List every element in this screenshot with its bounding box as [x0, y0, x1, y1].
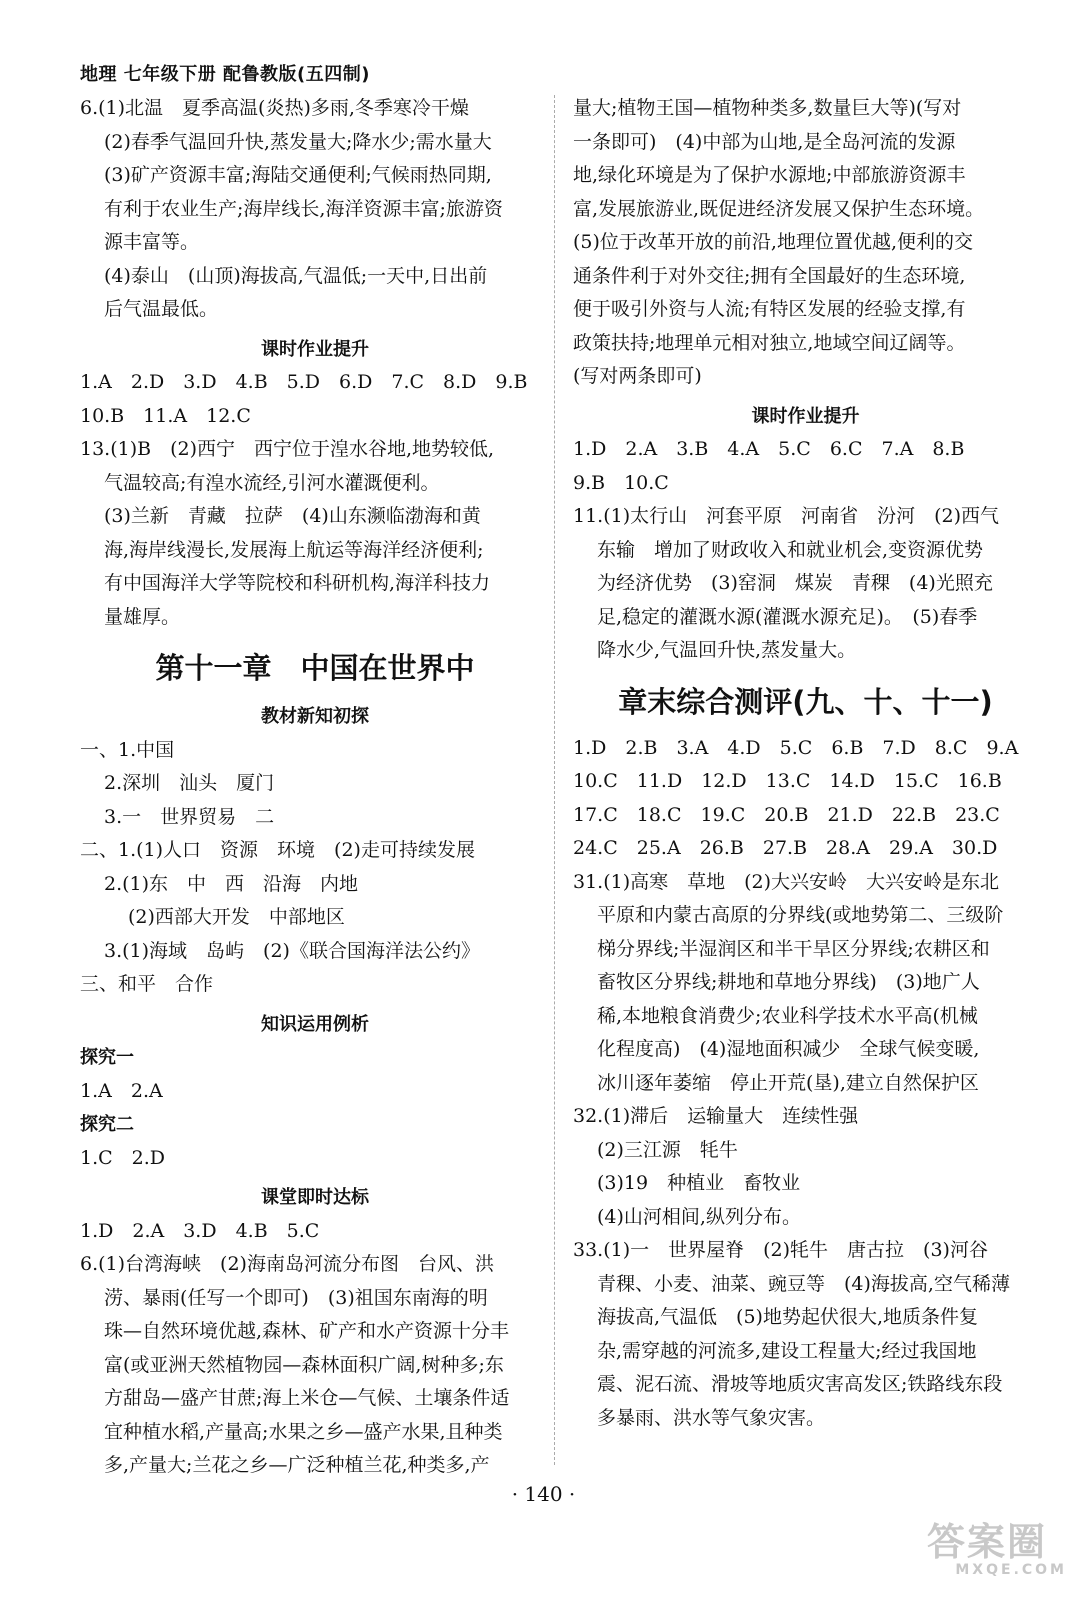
answer-line: 1.D 2.A 3.B 4.A 5.C 6.C 7.A 8.B: [573, 438, 965, 460]
right-column: [573, 92, 1038, 1435]
answer-line: 降水少,气温回升快,蒸发量大。: [597, 639, 857, 661]
page-number: · 140 ·: [511, 1482, 576, 1506]
answer-line: 3.一 世界贸易 二: [104, 805, 275, 828]
answer-line: 平原和内蒙古高原的分界线(或地势第二、三级阶: [597, 904, 1004, 926]
answer-line: 一条即可) (4)中部为山地,是全岛河流的发源: [573, 130, 956, 153]
watermark-text: 答案圈: [927, 1520, 1048, 1564]
answer-line: 畜牧区分界线;耕地和草地分界线) (3)地广人: [597, 971, 980, 993]
section-heading: 教材新知初探: [261, 706, 369, 727]
answer-line: 震、泥石流、滑坡等地质灾害高发区;铁路线东段: [597, 1373, 1003, 1395]
answer-line: (写对两条即可): [573, 365, 702, 387]
answer-line: 多暴雨、洪水等气象灾害。: [597, 1406, 826, 1429]
answer-line: 杂,需穿越的河流多,建设工程量大;经过我国地: [597, 1339, 977, 1362]
answer-line: 10.C 11.D 12.D 13.C 14.D 15.C 16.B: [573, 770, 1002, 792]
answer-line: 方甜岛—盛产甘蔗;海上米仓—气候、土壤条件适: [104, 1387, 510, 1409]
answer-line: 地,绿化环境是为了保护水源地;中部旅游资源丰: [573, 164, 966, 186]
answer-line: (5)位于改革开放的前沿,地理位置优越,便利的交: [573, 231, 973, 253]
answer-line: 有利于农业生产;海岸线长,海洋资源丰富;旅游资: [104, 197, 503, 220]
answer-line: 二、1.(1)人口 资源 环境 (2)走可持续发展: [80, 839, 475, 861]
answer-line: 量雄厚。: [104, 605, 181, 628]
answer-line: 9.B 10.C: [573, 471, 669, 494]
answer-line: 24.C 25.A 26.B 27.B 28.A 29.A 30.D: [573, 837, 998, 859]
answer-line: 量大;植物王国—植物种类多,数量巨大等)(写对: [573, 97, 962, 119]
chapter-title: 章末综合测评(九、十、十一): [618, 684, 993, 719]
answer-line: 1.D 2.A 3.D 4.B 5.C: [80, 1219, 320, 1242]
section-heading: 知识运用例析: [261, 1013, 369, 1035]
explore-label: 探究二: [80, 1114, 134, 1135]
answer-line: 梯分界线;半湿润区和半干旱区分界线;农耕区和: [597, 937, 990, 960]
answer-line: 海,海岸线漫长,发展海上航运等海洋经济便利;: [104, 538, 484, 561]
answer-line: 海拔高,气温低 (5)地势起伏很大,地质条件复: [597, 1306, 978, 1328]
page-header: 地理 七年级下册 配鲁教版(五四制): [80, 64, 370, 85]
answer-line: 政策扶持;地理单元相对独立,地域空间辽阔等。: [573, 331, 966, 354]
answer-line: 1.A 2.A: [80, 1079, 163, 1102]
answer-line: (3)矿产资源丰富;海陆交通便利;气候雨热同期,: [104, 164, 492, 186]
watermark-domain: MXQE.COM: [955, 1562, 1067, 1578]
answer-line: 13.(1)B (2)西宁 西宁位于湟水谷地,地势较低,: [80, 438, 495, 460]
answer-line: (4)泰山 (山顶)海拔高,气温低;一天中,日出前: [104, 264, 488, 287]
answer-line: 后气温最低。: [104, 298, 219, 320]
answer-line: 富,发展旅游业,既促进经济发展又保护生态环境。: [573, 197, 985, 220]
answer-line: 一、1.中国: [80, 738, 175, 761]
answer-line: 富(或亚洲天然植物园—森林面积广阔,树种多;东: [104, 1353, 504, 1376]
answer-line: 2.深圳 汕头 厦门: [104, 772, 275, 794]
answer-line: (3)兰新 青藏 拉萨 (4)山东濒临渤海和黄: [104, 505, 481, 527]
answer-line: (2)三江源 牦牛: [597, 1138, 738, 1161]
answer-line: 32.(1)滞后 运输量大 连续性强: [573, 1105, 859, 1127]
answer-line: (2)西部大开发 中部地区: [128, 906, 345, 928]
answer-line: 珠—自然环境优越,森林、矿产和水产资源十分丰: [104, 1320, 510, 1342]
answer-line: 东输 增加了财政收入和就业机会,变资源优势: [597, 538, 984, 561]
answer-line: 6.(1)北温 夏季高温(炎热)多雨,冬季寒冷干燥: [80, 97, 469, 119]
answer-line: 有中国海洋大学等院校和科研机构,海洋科技力: [104, 572, 491, 594]
answer-line: 便于吸引外资与人流;有特区发展的经验支撑,有: [573, 298, 966, 320]
explore-label: 探究一: [80, 1047, 134, 1068]
answer-line: 涝、暴雨(任写一个即可) (3)祖国东南海的明: [104, 1286, 488, 1309]
answer-line: 33.(1)一 世界屋脊 (2)牦牛 唐古拉 (3)河谷: [573, 1239, 988, 1261]
answer-line: 化程度高) (4)湿地面积减少 全球气候变暖,: [597, 1038, 980, 1060]
answer-line: 足,稳定的灌溉水源(灌溉水源充足)。 (5)春季: [597, 605, 978, 628]
answer-line: 青稞、小麦、油菜、豌豆等 (4)海拔高,空气稀薄: [597, 1272, 1010, 1295]
answer-line: 通条件利于对外交往;拥有全国最好的生态环境,: [573, 264, 966, 287]
answer-line: 气温较高;有湟水流经,引河水灌溉便利。: [104, 471, 440, 494]
answer-line: 1.D 2.B 3.A 4.D 5.C 6.B 7.D 8.C 9.A: [573, 736, 1019, 759]
answer-line: 源丰富等。: [104, 231, 200, 253]
answer-line: (3)19 种植业 畜牧业: [597, 1172, 801, 1194]
answer-line: 31.(1)高寒 草地 (2)大兴安岭 大兴安岭是东北: [573, 870, 1000, 893]
answer-line: 1.C 2.D: [80, 1146, 166, 1169]
watermark-logo: [927, 1522, 1067, 1582]
answer-line: 2.(1)东 中 西 沿海 内地: [104, 872, 359, 895]
answer-line: 多,产量大;兰花之乡—广泛种植兰花,种类多,产: [104, 1454, 490, 1476]
left-column: [80, 92, 550, 1483]
answer-line: 为经济优势 (3)窑洞 煤炭 青稞 (4)光照充: [597, 572, 993, 594]
answer-line: 10.B 11.A 12.C: [80, 404, 251, 427]
answer-line: 3.(1)海域 岛屿 (2)《联合国海洋法公约》: [104, 939, 480, 962]
answer-line: 1.A 2.D 3.D 4.B 5.D 6.D 7.C 8.D 9.B: [80, 371, 528, 393]
answer-line: 三、和平 合作: [80, 973, 214, 995]
answer-line: (4)山河相间,纵列分布。: [597, 1205, 801, 1228]
column-divider: [554, 95, 555, 1465]
answer-line: (2)春季气温回升快,蒸发量大;降水少;需水量大: [104, 130, 492, 153]
answer-line: 宜种植水稻,产量高;水果之乡—盛产水果,且种类: [104, 1420, 503, 1443]
section-heading: 课时作业提升: [261, 338, 369, 360]
answer-line: 稀,本地粮食消费少;农业科学技术水平高(机械: [597, 1004, 978, 1027]
answer-line: 11.(1)太行山 河套平原 河南省 汾河 (2)西气: [573, 505, 1000, 527]
chapter-title: 第十一章 中国在世界中: [155, 651, 475, 685]
section-heading: 课时作业提升: [751, 405, 860, 427]
answer-line: 6.(1)台湾海峡 (2)海南岛河流分布图 台风、洪: [80, 1253, 494, 1275]
section-heading: 课堂即时达标: [261, 1187, 369, 1208]
answer-line: 冰川逐年萎缩 停止开荒(垦),建立自然保护区: [597, 1071, 979, 1094]
answer-line: 17.C 18.C 19.C 20.B 21.D 22.B 23.C: [573, 803, 1000, 826]
